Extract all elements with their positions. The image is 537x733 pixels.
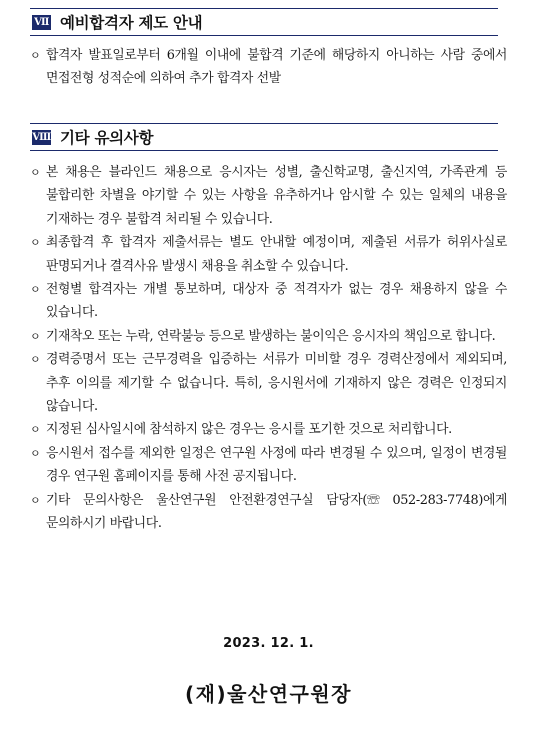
bullet-circle-icon: ㅇ	[30, 236, 41, 250]
other-notes-items	[30, 161, 507, 536]
section-header-waiting-list	[30, 8, 498, 36]
list-item	[30, 278, 507, 325]
list-item	[30, 489, 507, 536]
list-item-text: 지정된 심사일시에 참석하지 않은 경우는 응시를 포기한 것으로 처리합니다.	[46, 422, 452, 438]
section-number-badge: Ⅷ	[32, 131, 51, 143]
bullet-circle-icon: ㅇ	[30, 283, 41, 297]
list-item	[30, 348, 507, 418]
list-item-text: 본 채용은 블라인드 채용으로 응시자는 성별, 출신학교명, 출신지역, 가족관계 등 불합리한 차별을 야기할 수 있는 사항을 유추하거나 암시할 수 있는 일체의 내용을 기재하는 경우 불합격 처리될 수 있습니다.	[46, 165, 507, 227]
waiting-list-items	[30, 44, 507, 91]
section-header-other-notes	[30, 123, 498, 151]
section-title: 기타 유의사항	[60, 129, 154, 147]
list-item-text: 기재착오 또는 누락, 연락불능 등으로 발생하는 불이익은 응시자의 책임으로 합니다.	[46, 328, 496, 344]
bullet-circle-icon: ㅇ	[30, 493, 41, 507]
list-item	[30, 418, 507, 441]
list-item	[30, 161, 507, 231]
bullet-circle-icon: ㅇ	[30, 166, 41, 179]
section-number-badge: Ⅶ	[32, 15, 51, 30]
bullet-circle-icon: ㅇ	[30, 423, 41, 437]
bullet-circle-icon: ㅇ	[30, 446, 41, 460]
list-item	[30, 442, 507, 489]
list-item-text: 경력증명서 또는 근무경력을 입증하는 서류가 미비할 경우 경력산정에서 제외되며, 추후 이의를 제기할 수 없습니다. 특히, 응시원서에 기재하지 않은 경력은 인정되지 않습니다.	[46, 352, 507, 415]
section-title: 예비합격자 제도 안내	[60, 14, 203, 32]
list-item-text: 전형별 합격자는 개별 통보하며, 대상자 중 적격자가 없는 경우 채용하지 않을 수 있습니다.	[46, 282, 507, 321]
bullet-circle-icon: ㅇ	[30, 353, 41, 367]
announcement-date: 2023. 12. 1.	[223, 636, 314, 651]
issuer-signature: (재)울산연구원장	[184, 682, 353, 706]
list-item-text: 합격자 발표일로부터 6개월 이내에 불합격 기준에 해당하지 아니하는 사람 중에서 면접전형 성적순에 의하여 추가 합격자 선발	[46, 48, 507, 87]
list-item-text: 최종합격 후 합격자 제출서류는 별도 안내할 예정이며, 제출된 서류가 허위사실로 판명되거나 결격사유 발생시 채용을 취소할 수 있습니다.	[46, 235, 507, 274]
list-item	[30, 325, 507, 348]
list-item	[30, 231, 507, 278]
list-item-text: 응시원서 접수를 제외한 일정은 연구원 사정에 따라 변경될 수 있으며, 일정이 변경될 경우 연구원 홈페이지를 통해 사전 공지됩니다.	[46, 445, 507, 485]
bullet-circle-icon: ㅇ	[30, 49, 41, 62]
list-item-text: 기타 문의사항은 울산연구원 안전환경연구실 담당자(☏ 052-283-7748)에게 문의하시기 바랍니다.	[46, 492, 507, 532]
list-item	[30, 44, 507, 91]
bullet-circle-icon: ㅇ	[30, 329, 41, 343]
